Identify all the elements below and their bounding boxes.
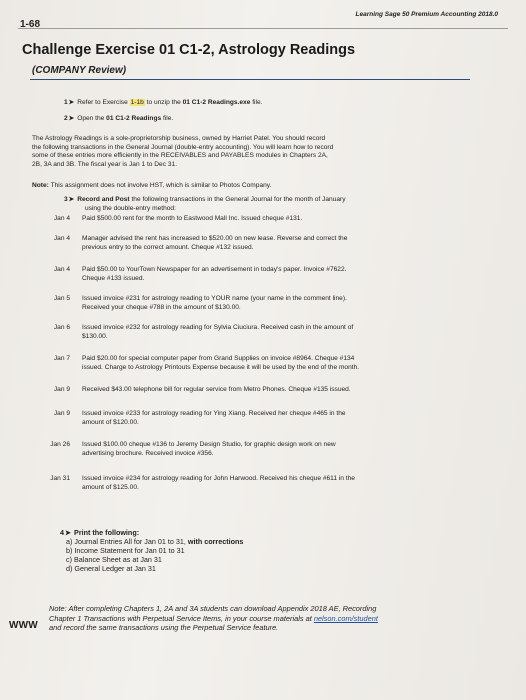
transaction-description: Paid $20.00 for special computer paper from Grand Supplies on invoice #8964. Cheque #134 issued. Charge to Astrology Printouts Expense because it will be used by the end of the month. bbox=[82, 355, 360, 371]
transaction-date: Jan 9 bbox=[53, 386, 70, 393]
title-rule bbox=[30, 79, 470, 80]
header-rule bbox=[18, 28, 508, 29]
step-3: 3➤ Record and Post the following transactions in the General Journal for the month of January using the double-entry method: bbox=[64, 196, 346, 212]
exercise-ref-highlight: 1-1b bbox=[130, 99, 144, 106]
step-arrow-icon: ➤ bbox=[68, 99, 75, 106]
transaction-description: Paid $500.00 rent for the month to Eastwood Mall Inc. Issued cheque #131. bbox=[82, 215, 303, 222]
step-2: 2➤ Open the 01 C1-2 Readings file. bbox=[64, 115, 174, 122]
print-heading: Print the following: bbox=[74, 528, 140, 537]
assignment-note: Note: This assignment does not involve HST, which is similar to Photos Company. bbox=[32, 182, 272, 189]
print-item: c) Balance Sheet as at Jan 31 bbox=[66, 555, 162, 564]
intro-paragraph: The Astrology Readings is a sole-proprietorship business, owned by Harriet Patel. You should record the following transactions in the General Journal (double-entry accounting). You will learn how to record some of these entries more efficiently in the RECEIVABLES and PAYABLES modules in Chapters 2A, 2B, 3A and 3B. The fiscal year is Jan 1 to Dec 31. bbox=[32, 135, 334, 168]
page-number: 1-68 bbox=[20, 19, 41, 30]
exercise-subtitle: (COMPANY Review) bbox=[32, 65, 127, 76]
transaction-description: Issued invoice #234 for astrology reading for John Harwood. Received his cheque #611 in the amount of $125.00. bbox=[82, 475, 355, 491]
transaction-date: Jan 7 bbox=[53, 355, 70, 362]
file-name: 01 C1-2 Readings bbox=[106, 115, 162, 122]
www-margin-icon: WWW bbox=[9, 620, 38, 631]
transaction-description: Issued $100.00 cheque #136 to Jeremy Design Studio, for graphic design work on new advertising brochure. Received invoice #356. bbox=[82, 441, 336, 457]
print-item: b) Income Statement for Jan 01 to 31 bbox=[66, 546, 185, 555]
file-name: 01 C1-2 Readings.exe bbox=[182, 99, 251, 106]
print-item: a) Journal Entries All for Jan 01 to 31, with corrections bbox=[66, 537, 244, 546]
step-4-number: 4 bbox=[60, 528, 64, 537]
transaction-date: Jan 31 bbox=[50, 475, 70, 482]
step-4-print-list bbox=[60, 528, 243, 573]
step-arrow-icon: ➤ bbox=[65, 528, 72, 537]
transaction-date: Jan 4 bbox=[53, 266, 70, 273]
transaction-date: Jan 6 bbox=[53, 324, 70, 331]
transaction-description: Issued invoice #232 for astrology reading for Sylvia Ciuciura. Received cash in the amount of $130.00. bbox=[82, 324, 354, 340]
transaction-date: Jan 4 bbox=[53, 235, 70, 242]
transaction-description: Paid $50.00 to YourTown Newspaper for an advertisement in today's paper. Invoice #7622. Cheque #133 issued. bbox=[82, 266, 347, 282]
step-2-number: 2 bbox=[64, 115, 68, 122]
nelson-student-link[interactable]: nelson.com/student bbox=[313, 613, 378, 623]
transaction-description: Issued invoice #233 for astrology reading for Ying Xiang. Received her cheque #465 in the amount of $120.00. bbox=[82, 410, 346, 426]
step-arrow-icon: ➤ bbox=[68, 196, 75, 203]
step-1-number: 1 bbox=[64, 99, 68, 106]
transaction-description: Issued invoice #231 for astrology reading to YOUR name (your name in the comment line). Received your cheque #788 in the amount of $130.00. bbox=[82, 295, 347, 311]
transaction-date: Jan 4 bbox=[53, 215, 70, 222]
transaction-description: Received $43.00 telephone bill for regular service from Metro Phones. Cheque #135 issued. bbox=[82, 386, 351, 393]
print-item: d) General Ledger at Jan 31 bbox=[66, 564, 156, 573]
transaction-date: Jan 9 bbox=[53, 410, 70, 417]
step-3-number: 3 bbox=[64, 196, 68, 203]
step-arrow-icon: ➤ bbox=[68, 115, 75, 122]
transaction-description: Manager advised the rent has increased to $520.00 on new lease. Reverse and correct the previous entry to the correct amount. Cheque #132 issued. bbox=[82, 235, 348, 251]
running-header: Learning Sage 50 Premium Accounting 2018.0 bbox=[355, 11, 498, 18]
transaction-date: Jan 26 bbox=[50, 441, 70, 448]
transaction-date: Jan 5 bbox=[53, 295, 70, 302]
exercise-title: Challenge Exercise 01 C1-2, Astrology Readings bbox=[22, 42, 356, 58]
step-1: 1➤ Refer to Exercise 1-1b to unzip the 01 C1-2 Readings.exe file. bbox=[64, 99, 263, 106]
final-note: Note: After completing Chapters 1, 2A and 3A students can download Appendix 2018 AE, Recording Chapter 1 Transactions with Perpetual Service Items, in your course materials at nelson.com/student and record the same transactions using the Perpetual Service feature. bbox=[49, 604, 378, 633]
